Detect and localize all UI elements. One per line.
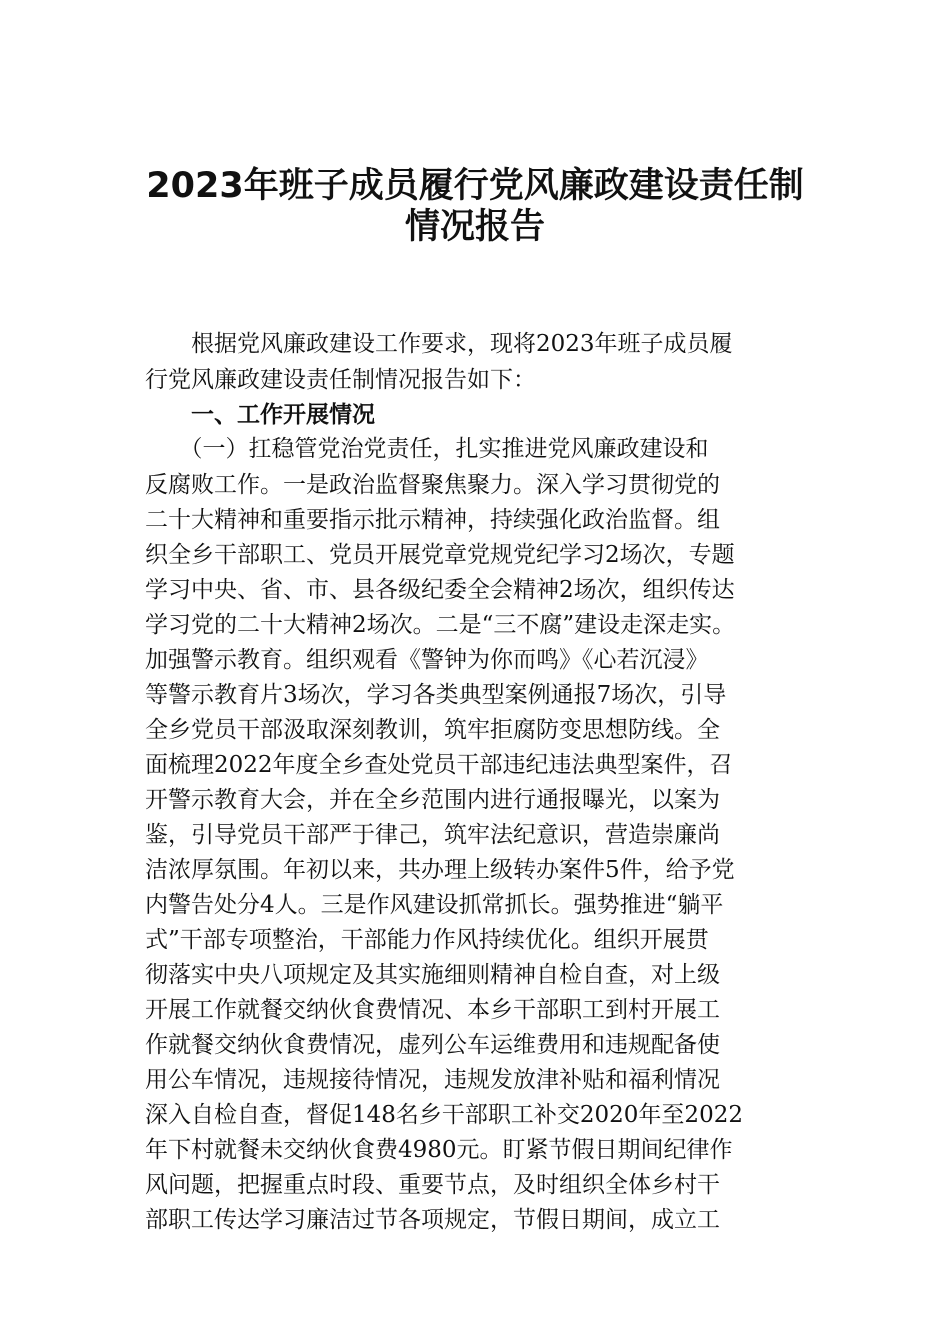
body-line: 作就餐交纳伙食费情况，虚列公车运维费用和违规配备使	[145, 1032, 720, 1058]
body-line: 式”干部专项整治，干部能力作风持续优化。组织开展贯	[145, 927, 709, 953]
body-line: 等警示教育片3场次，学习各类典型案例通报7场次，引导	[145, 682, 727, 708]
body-line: 反腐败工作。一是政治监督聚焦聚力。深入学习贯彻党的	[145, 472, 720, 498]
body-line: （一）扛稳管党治党责任，扎实推进党风廉政建设和	[145, 436, 709, 462]
body-line: 二十大精神和重要指示批示精神，持续强化政治监督。组	[145, 507, 720, 533]
body-line: 学习中央、省、市、县各级纪委全会精神2场次，组织传达	[145, 577, 735, 603]
body-line: 根据党风廉政建设工作要求，现将2023年班子成员履	[145, 331, 733, 357]
body-line: 加强警示教育。组织观看《警钟为你而鸣》《心若沉浸》	[145, 647, 709, 673]
section-heading: 一、工作开展情况	[145, 402, 375, 428]
body-line: 洁浓厚氛围。年初以来，共办理上级转办案件5件，给予党	[145, 857, 735, 883]
document-title-line-2: 情况报告	[404, 207, 545, 247]
body-line: 内警告处分4人。三是作风建设抓常抓长。强势推进“躺平	[145, 892, 724, 918]
body-line: 织全乡干部职工、党员开展党章党规党纪学习2场次，专题	[145, 542, 735, 568]
body-line: 面梳理2022年度全乡查处党员干部违纪违法典型案件，召	[145, 752, 733, 778]
body-line: 学习党的二十大精神2场次。二是“三不腐”建设走深走实。	[145, 612, 736, 638]
body-line: 开警示教育大会，并在全乡范围内进行通报曝光，以案为	[145, 787, 720, 813]
body-line: 年下村就餐未交纳伙食费4980元。盯紧节假日期间纪律作	[145, 1137, 733, 1163]
body-line: 深入自检自查，督促148名乡干部职工补交2020年至2022	[145, 1102, 743, 1128]
document-title-line-1: 2023年班子成员履行党风廉政建设责任制	[146, 166, 804, 206]
body-line: 全乡党员干部汲取深刻教训，筑牢拒腐防变思想防线。全	[145, 717, 720, 743]
body-line: 开展工作就餐交纳伙食费情况、本乡干部职工到村开展工	[145, 997, 720, 1023]
body-line: 鉴，引导党员干部严于律己，筑牢法纪意识，营造崇廉尚	[145, 822, 720, 848]
body-line: 用公车情况，违规接待情况，违规发放津补贴和福利情况	[145, 1067, 720, 1093]
body-line: 风问题，把握重点时段、重要节点，及时组织全体乡村干	[145, 1172, 720, 1198]
body-line: 彻落实中央八项规定及其实施细则精神自检自查，对上级	[145, 962, 720, 988]
body-line: 行党风廉政建设责任制情况报告如下：	[145, 367, 536, 393]
body-line: 部职工传达学习廉洁过节各项规定，节假日期间，成立工	[145, 1207, 720, 1233]
